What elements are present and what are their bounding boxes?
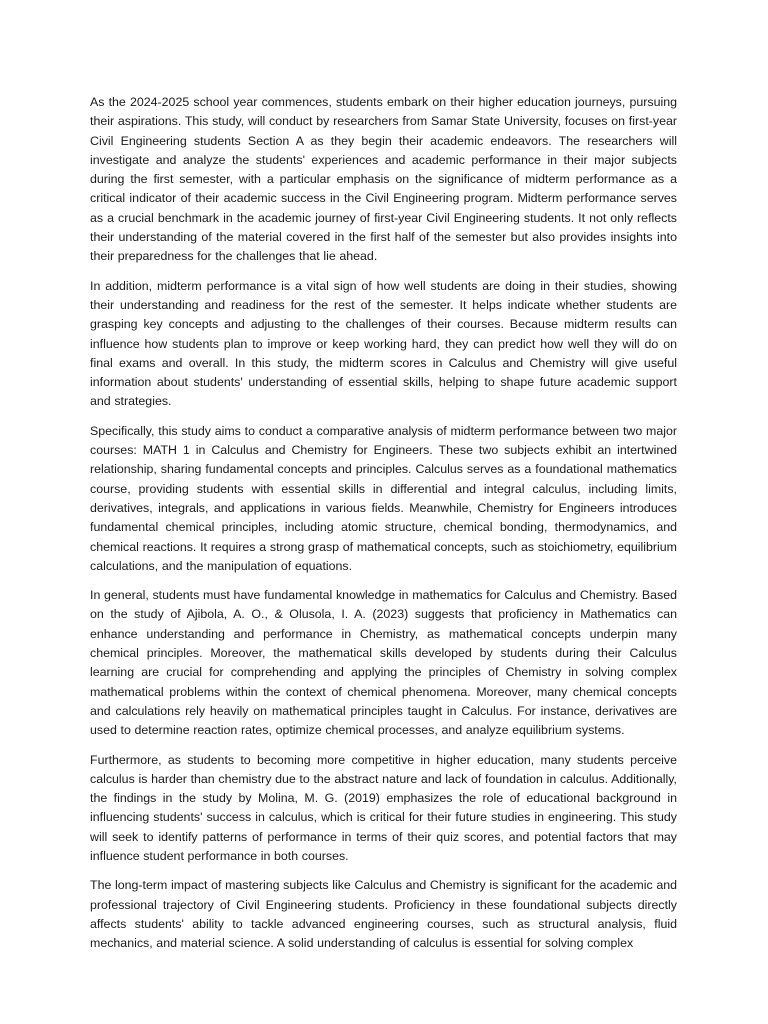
paragraph-math-chemistry-link: In general, students must have fundamental knowledge in mathematics for Calculus and Chemistry. Based on the study of Ajibola, A. O., & Olusola, I. A. (2023) suggests that proficiency in Mathematics can enhance understanding and performance in Chemistry, as mathematical concepts underpin many chemical principles. Moreover, the mathematical skills developed by students during their Calculus learning are crucial for comprehending and applying the principles of Chemistry in solving complex mathematical problems within the context of chemical phenomena. Moreover, many chemical concepts and calculations rely heavily on mathematical principles taught in Calculus. For instance, derivatives are used to determine reaction rates, optimize chemical processes, and analyze equilibrium systems. xyxy=(90,588,677,738)
paragraph-study-aim: Specifically, this study aims to conduct a comparative analysis of midterm performance between two major courses: MATH 1 in Calculus and Chemistry for Engineers. These two subjects exhibit an intertwined relationship, sharing fundamental concepts and principles. Calculus serves as a foundational mathematics course, providing students with essential skills in differential and integral calculus, including limits, derivatives, integrals, and applications in various fields. Meanwhile, Chemistry for Engineers introduces fundamental chemical principles, including atomic structure, chemical bonding, thermodynamics, and chemical reactions. It requires a strong grasp of mathematical concepts, such as stoichiometry, equilibrium calculations, and the manipulation of equations. xyxy=(90,423,677,573)
paragraph-long-term-impact: The long-term impact of mastering subjects like Calculus and Chemistry is significant for the academic and professional trajectory of Civil Engineering students. Proficiency in these foundational subjects directly affects students' ability to tackle advanced engineering courses, such as structural analysis, fluid mechanics, and material science. A solid understanding of calculus is essential for solving complex xyxy=(90,878,677,951)
paragraph-intro: As the 2024-2025 school year commences, students embark on their higher education journeys, pursuing their aspirations. This study, will conduct by researchers from Samar State University, focuses on first-year Civil Engineering students Section A as they begin their academic endeavors. The researchers will investigate and analyze the students' experiences and academic performance in their major subjects during the first semester, with a particular emphasis on the significance of midterm performance as a critical indicator of their academic success in the Civil Engineering program. Midterm performance serves as a crucial benchmark in the academic journey of first-year Civil Engineering students. It not only reflects their understanding of the material covered in the first half of the semester but also provides insights into their preparedness for the challenges that lie ahead. xyxy=(90,95,677,264)
paragraph-midterm-significance: In addition, midterm performance is a vital sign of how well students are doing in their studies, showing their understanding and readiness for the rest of the semester. It helps indicate whether students are grasping key concepts and adjusting to the challenges of their courses. Because midterm results can influence how students plan to improve or keep working hard, they can predict how well they will do on final exams and overall. In this study, the midterm scores in Calculus and Chemistry will give useful information about students' understanding of essential skills, helping to shape future academic support and strategies. xyxy=(90,278,677,409)
paragraph-calculus-difficulty: Furthermore, as students to becoming more competitive in higher education, many students perceive calculus is harder than chemistry due to the abstract nature and lack of foundation in calculus. Additionally, the findings in the study by Molina, M. G. (2019) emphasizes the role of educational background in influencing students' success in calculus, which is critical for their future studies in engineering. This study will seek to identify patterns of performance in terms of their quiz scores, and potential factors that may influence student performance in both courses. xyxy=(90,752,677,863)
document-page xyxy=(90,93,677,993)
